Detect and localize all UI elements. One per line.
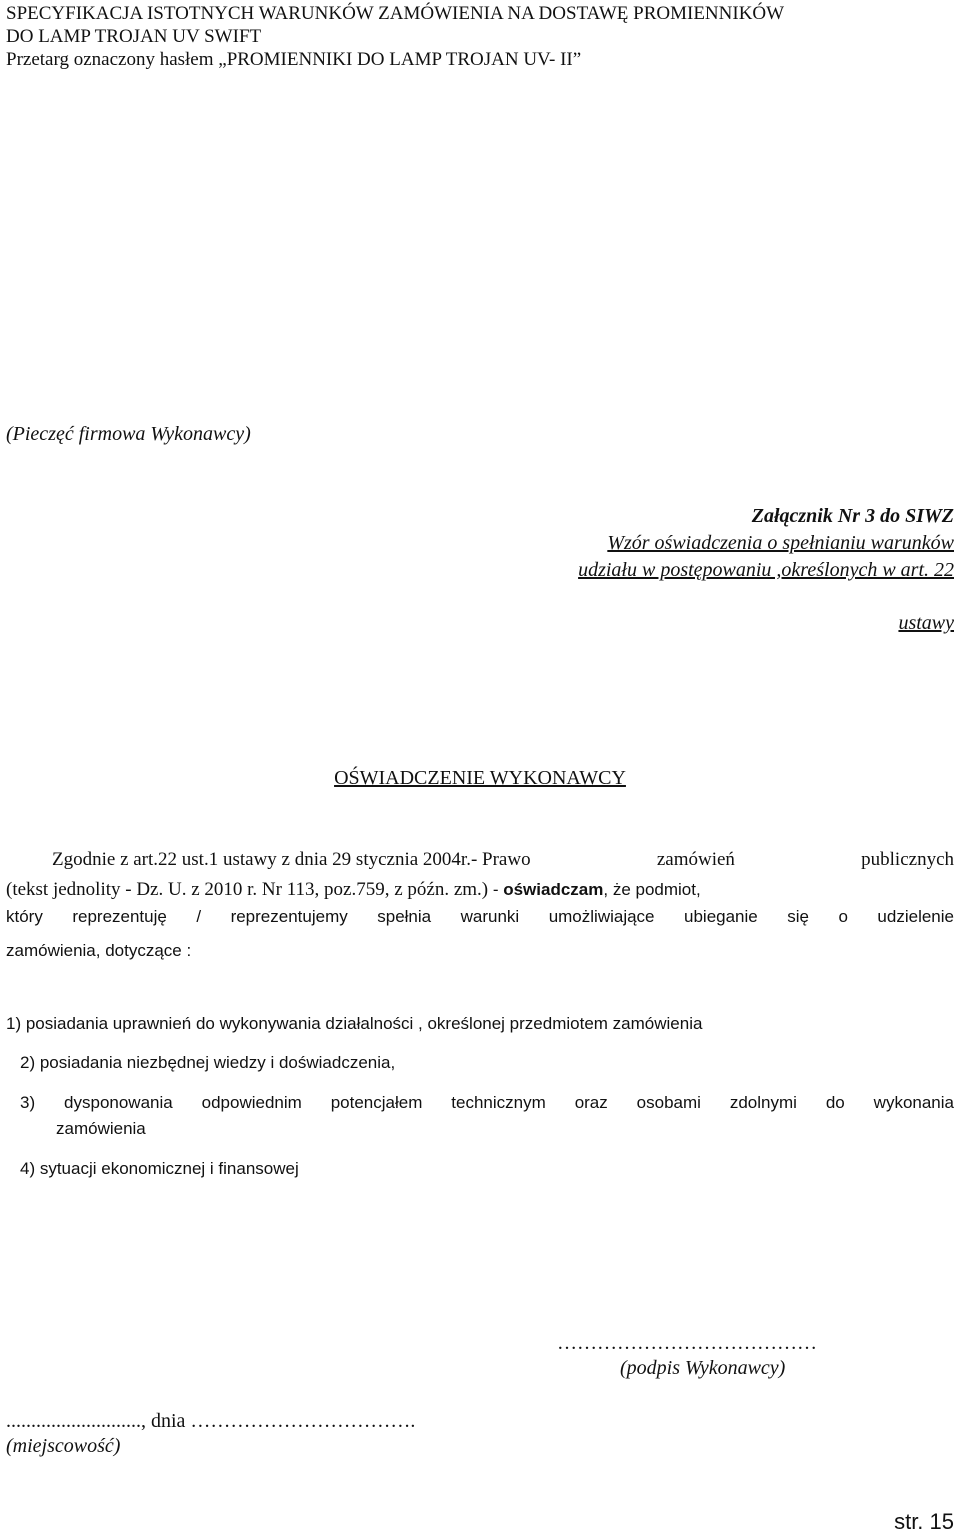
condition-item-3: 3) dysponowania odpowiednim potencjałem technicznym oraz osobami zdolnymi do wykonania [20, 1093, 954, 1112]
document-header-line-2: DO LAMP TROJAN UV SWIFT [6, 26, 262, 47]
attachment-desc-line-2: udziału w postępowaniu ,określonych w art. 22 [578, 559, 954, 581]
paragraph-line-1-c: publicznych [861, 849, 954, 870]
paragraph-line-3: który reprezentuję / reprezentujemy spełnia warunki umożliwiające ubieganie się o udzielenie [6, 907, 954, 926]
signature-label: (podpis Wykonawcy) [620, 1357, 786, 1379]
company-stamp-label: (Pieczęć firmowa Wykonawcy) [6, 423, 251, 445]
document-header-line-1: SPECYFIKACJA ISTOTNYCH WARUNKÓW ZAMÓWIENIA NA DOSTAWĘ PROMIENNIKÓW [6, 3, 785, 24]
paragraph-line-1-a: Zgodnie z art.22 ust.1 ustawy z dnia 29 stycznia 2004r.- Prawo [52, 849, 531, 870]
attachment-desc-line-3: ustawy [898, 612, 954, 634]
condition-item-3-continued: zamówienia [56, 1119, 146, 1138]
paragraph-line-2-b: - [488, 880, 504, 899]
paragraph-line-2-c: , że podmiot, [603, 880, 701, 899]
paragraph-line-1-b: zamówień [656, 849, 735, 870]
attachment-desc-line-1: Wzór oświadczenia o spełnianiu warunków [607, 532, 954, 554]
statement-title: OŚWIADCZENIE WYKONAWCY [334, 767, 626, 789]
paragraph-line-4: zamówienia, dotyczące : [6, 941, 192, 960]
attachment-number: Załącznik Nr 3 do SIWZ [751, 505, 954, 527]
declaration-keyword: oświadczam [503, 880, 604, 899]
document-header-line-3: Przetarg oznaczony hasłem „PROMIENNIKI DO LAMP TROJAN UV- II” [6, 49, 582, 70]
condition-item-2: 2) posiadania niezbędnej wiedzy i doświadczenia, [20, 1053, 396, 1072]
place-date-line: ..........................., dnia ……………………………. [6, 1410, 416, 1432]
page-number: str. 15 [894, 1509, 954, 1534]
place-label: (miejscowość) [6, 1435, 121, 1457]
signature-line: ………………………………… [557, 1332, 817, 1354]
paragraph-line-1 [52, 849, 954, 871]
condition-item-1: 1) posiadania uprawnień do wykonywania działalności , określonej przedmiotem zamówienia [6, 1014, 703, 1033]
condition-item-4: 4) sytuacji ekonomicznej i finansowej [20, 1159, 299, 1178]
paragraph-line-2-a: (tekst jednolity - Dz. U. z 2010 r. Nr 113, poz.759, z późn. zm.) [6, 879, 489, 900]
paragraph-line-2 [6, 879, 954, 901]
